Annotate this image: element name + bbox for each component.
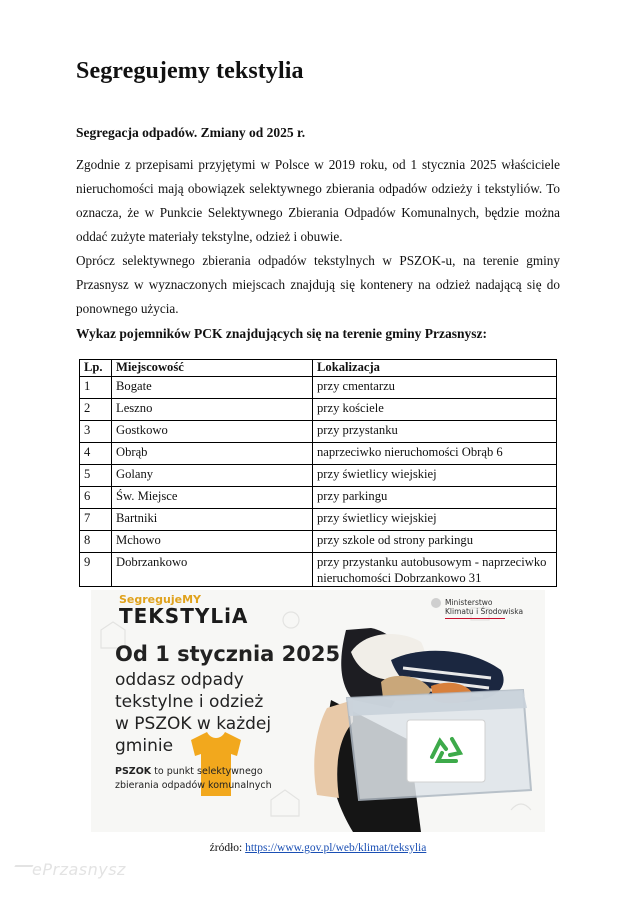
- table-row: [80, 509, 557, 531]
- source-label: źródło:: [209, 842, 246, 854]
- cell-miejscowosc: Mchowo: [112, 531, 313, 553]
- cell-lokalizacja: naprzeciwko nieruchomości Obrąb 6: [313, 443, 557, 465]
- ministry-line-1: Ministerstwo: [445, 598, 493, 607]
- paragraph-2: Oprócz selektywnego zbierania odpadów tekstylnych w PSZOK-u, na terenie gminy Przasnysz w wyznaczonych miejscach znajdują się kontenery na odzież nadającą się do ponownego użycia.: [76, 253, 560, 316]
- containers-table: [79, 359, 557, 587]
- banner-subline: w PSZOK w każdej: [115, 714, 272, 734]
- campaign-banner: [91, 590, 545, 832]
- cell-lokalizacja: przy cmentarzu: [313, 377, 557, 399]
- page-title: Segregujemy tekstylia: [76, 58, 304, 84]
- cell-miejscowosc: Św. Miejsce: [112, 487, 313, 509]
- table-row: [80, 553, 557, 587]
- cell-miejscowosc: Golany: [112, 465, 313, 487]
- cell-lp: 8: [80, 531, 112, 553]
- table-row: [80, 377, 557, 399]
- cell-miejscowosc: Leszno: [112, 399, 313, 421]
- source-link[interactable]: https://www.gov.pl/web/klimat/teksylia: [245, 842, 427, 854]
- cell-lp: 5: [80, 465, 112, 487]
- table-row: [80, 443, 557, 465]
- header-lp: Lp.: [80, 360, 112, 377]
- banner-subline: oddasz odpady: [115, 670, 244, 690]
- cell-lokalizacja: przy szkole od strony parkingu: [313, 531, 557, 553]
- header-miejscowosc: Miejscowość: [112, 360, 313, 377]
- cell-lp: 6: [80, 487, 112, 509]
- cell-miejscowosc: Dobrzankowo: [112, 553, 313, 587]
- table-row: [80, 399, 557, 421]
- banner-subline: gminie: [115, 736, 174, 756]
- table-header-row: [80, 360, 557, 377]
- watermark-text: ePrzasnysz: [32, 860, 126, 879]
- ministry-line-2: Klimatu i Środowiska: [445, 607, 524, 616]
- eagle-icon: [431, 598, 441, 608]
- cell-lp: 7: [80, 509, 112, 531]
- cell-miejscowosc: Bartniki: [112, 509, 313, 531]
- ministry-logo: [431, 598, 523, 619]
- section-subtitle: Segregacja odpadów. Zmiany od 2025 r.: [76, 125, 306, 140]
- bird-logo-icon: [9, 865, 34, 877]
- table-title: Wykaz pojemników PCK znajdujących się na terenie gminy Przasnysz:: [76, 326, 487, 341]
- paragraph-1: Zgodnie z przepisami przyjętymi w Polsce w 2019 roku, od 1 stycznia 2025 właściciele nieruchomości mają obowiązek selektywnego zbierania odpadów odzieży i tekstyliów. To oznacza, że w Punkcie Selektywnego Zbierania Odpadów Komunalnych, będzie można oddać zużyte materiały tekstylne, odzież i obuwie.: [76, 157, 560, 244]
- pszok-bold: PSZOK: [115, 766, 152, 777]
- cell-lokalizacja: przy kościele: [313, 399, 557, 421]
- cell-lokalizacja: przy przystanku autobusowym - naprzeciwko nieruchomości Dobrzankowo 31: [313, 553, 557, 587]
- cell-lp: 9: [80, 553, 112, 587]
- cell-lp: 3: [80, 421, 112, 443]
- cell-lp: 1: [80, 377, 112, 399]
- campaign-logo: TEKSTYLiA: [119, 604, 249, 628]
- campaign-subtitle: SegregujeMY: [119, 593, 201, 606]
- cell-lp: 4: [80, 443, 112, 465]
- table-row: [80, 487, 557, 509]
- table-row: [80, 421, 557, 443]
- cell-miejscowosc: Bogate: [112, 377, 313, 399]
- pszok-rest: to punkt selektywnego zbierania odpadów komunalnych: [115, 766, 272, 791]
- table-row: [80, 465, 557, 487]
- site-watermark: [12, 860, 126, 879]
- cell-lokalizacja: przy parkingu: [313, 487, 557, 509]
- cell-lp: 2: [80, 399, 112, 421]
- cell-lokalizacja: przy świetlicy wiejskiej: [313, 465, 557, 487]
- ministry-red-bar: [445, 618, 505, 619]
- banner-headline: Od 1 stycznia 2025: [115, 642, 341, 666]
- pszok-note: [115, 765, 295, 793]
- cell-miejscowosc: Gostkowo: [112, 421, 313, 443]
- table-row: [80, 531, 557, 553]
- cell-lokalizacja: przy przystanku: [313, 421, 557, 443]
- cell-miejscowosc: Obrąb: [112, 443, 313, 465]
- source-line: [0, 842, 636, 854]
- header-lokalizacja: Lokalizacja: [313, 360, 557, 377]
- cell-lokalizacja: przy świetlicy wiejskiej: [313, 509, 557, 531]
- banner-subline: tekstylne i odzież: [115, 692, 264, 712]
